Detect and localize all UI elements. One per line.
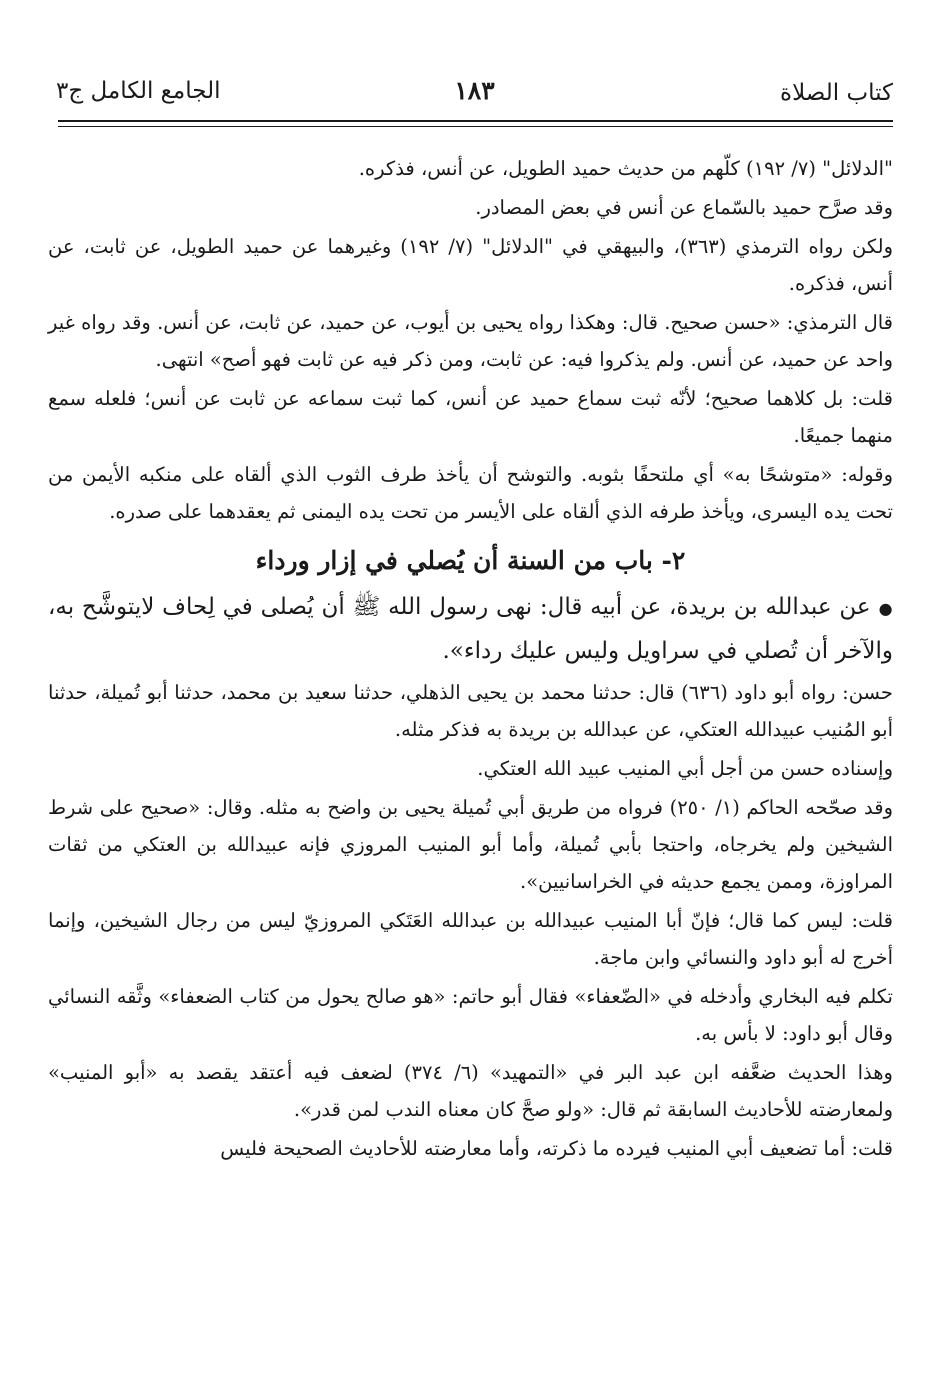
paragraph: وهذا الحديث ضعَّفه ابن عبد البر في «التمهيد» (٦/ ٣٧٤) لضعف فيه أعتقد يقصد به «أبو المنيب» ولمعارضته للأحاديث السابقة ثم قال: «ولو صحَّ كان معناه الندب لمن قدر». xyxy=(48,1061,893,1121)
paragraph: قال الترمذي: «حسن صحيح. قال: وهكذا رواه يحيى بن أيوب، عن حميد، عن ثابت، عن أنس. وقد رواه غير واحد عن حميد، عن أنس. ولم يذكروا فيه: عن ثابت، ومن ذكر فيه عن ثابت فهو أصح» انتهى. xyxy=(48,311,893,371)
paragraph: حسن: رواه أبو داود (٦٣٦) قال: حدثنا محمد بن يحيى الذهلي، حدثنا سعيد بن محمد، حدثنا أبو تُميلة، حدثنا أبو المُنيب عبيدالله العتكي، عن عبدالله بن بريدة به فذكر مثله. xyxy=(48,681,893,741)
hadith-body: عن عبدالله بن بريدة، عن أبيه قال: نهى رسول الله ﷺ أن يُصلى في لِحاف لايتوشَّح به، والآخر أن تُصلي في سراويل وليس عليك رداء». xyxy=(48,594,893,664)
paragraph: ولكن رواه الترمذي (٣٦٣)، والبيهقي في "الدلائل" (٧/ ١٩٢) وغيرهما عن حميد الطويل، عن ثابت، عن أنس، فذكره. xyxy=(48,235,893,295)
section-title: ٢- باب من السنة أن يُصلي في إزار ورداء xyxy=(255,546,686,575)
paragraph: وإسناده حسن من أجل أبي المنيب عبيد الله العتكي. xyxy=(477,757,893,780)
paragraph: وقد صرَّح حميد بالسّماع عن أنس في بعض المصادر. xyxy=(475,196,893,219)
page-body xyxy=(48,150,893,1169)
page-number: ١٨٣ xyxy=(454,76,495,105)
header-rule-thin xyxy=(58,126,893,127)
chapter-title: كتاب الصلاة xyxy=(780,80,893,106)
paragraph: وقد صحّحه الحاكم (١/ ٢٥٠) فرواه من طريق أبي تُميلة يحيى بن واضح به مثله. وقال: «صحيح على شرط الشيخين ولم يخرجاه، واحتجا بأبي تُميلة، وأما أبو المنيب المروزي فإنه عبيدالله بن العتكي من ثقات المراوزة، وممن يجمع حديثه في الخراسانيين». xyxy=(48,796,893,893)
page-header xyxy=(56,70,893,120)
paragraph: وقوله: «متوشحًا به» أي ملتحفًا بثوبه. والتوشح أن يأخذ طرف الثوب الذي ألقاه على منكبه الأيمن من تحت يده اليسرى، ويأخذ طرفه الذي ألقاه على الأيسر من تحت يده اليمنى ثم يعقدهما على صدره. xyxy=(48,463,893,523)
header-rule-thick xyxy=(58,120,893,122)
bullet-icon: ● xyxy=(878,599,893,618)
hadith-text xyxy=(48,586,893,672)
paragraph: تكلم فيه البخاري وأدخله في «الضّعفاء» فقال أبو حاتم: «هو صالح يحول من كتاب الضعفاء» وثَّقه النسائي وقال أبو داود: لا بأس به. xyxy=(48,985,893,1045)
paragraph: "الدلائل" (٧/ ١٩٢) كلّهم من حديث حميد الطويل، عن أنس، فذكره. xyxy=(358,157,893,180)
book-title: الجامع الكامل ج٣ xyxy=(56,78,221,104)
paragraph: قلت: بل كلاهما صحيح؛ لأنّه ثبت سماع حميد عن أنس، كما ثبت سماعه عن ثابت عن أنس؛ فلعله سمع منهما جميعًا. xyxy=(48,387,893,447)
paragraph: قلت: ليس كما قال؛ فإنّ أبا المنيب عبيدالله بن عبدالله العَتَكي المروزيّ ليس من رجال الشيخين، وإنما أخرج له أبو داود والنسائي وابن ماجة. xyxy=(48,909,893,969)
paragraph: قلت: أما تضعيف أبي المنيب فيرده ما ذكرته، وأما معارضته للأحاديث الصحيحة فليس xyxy=(220,1137,893,1160)
